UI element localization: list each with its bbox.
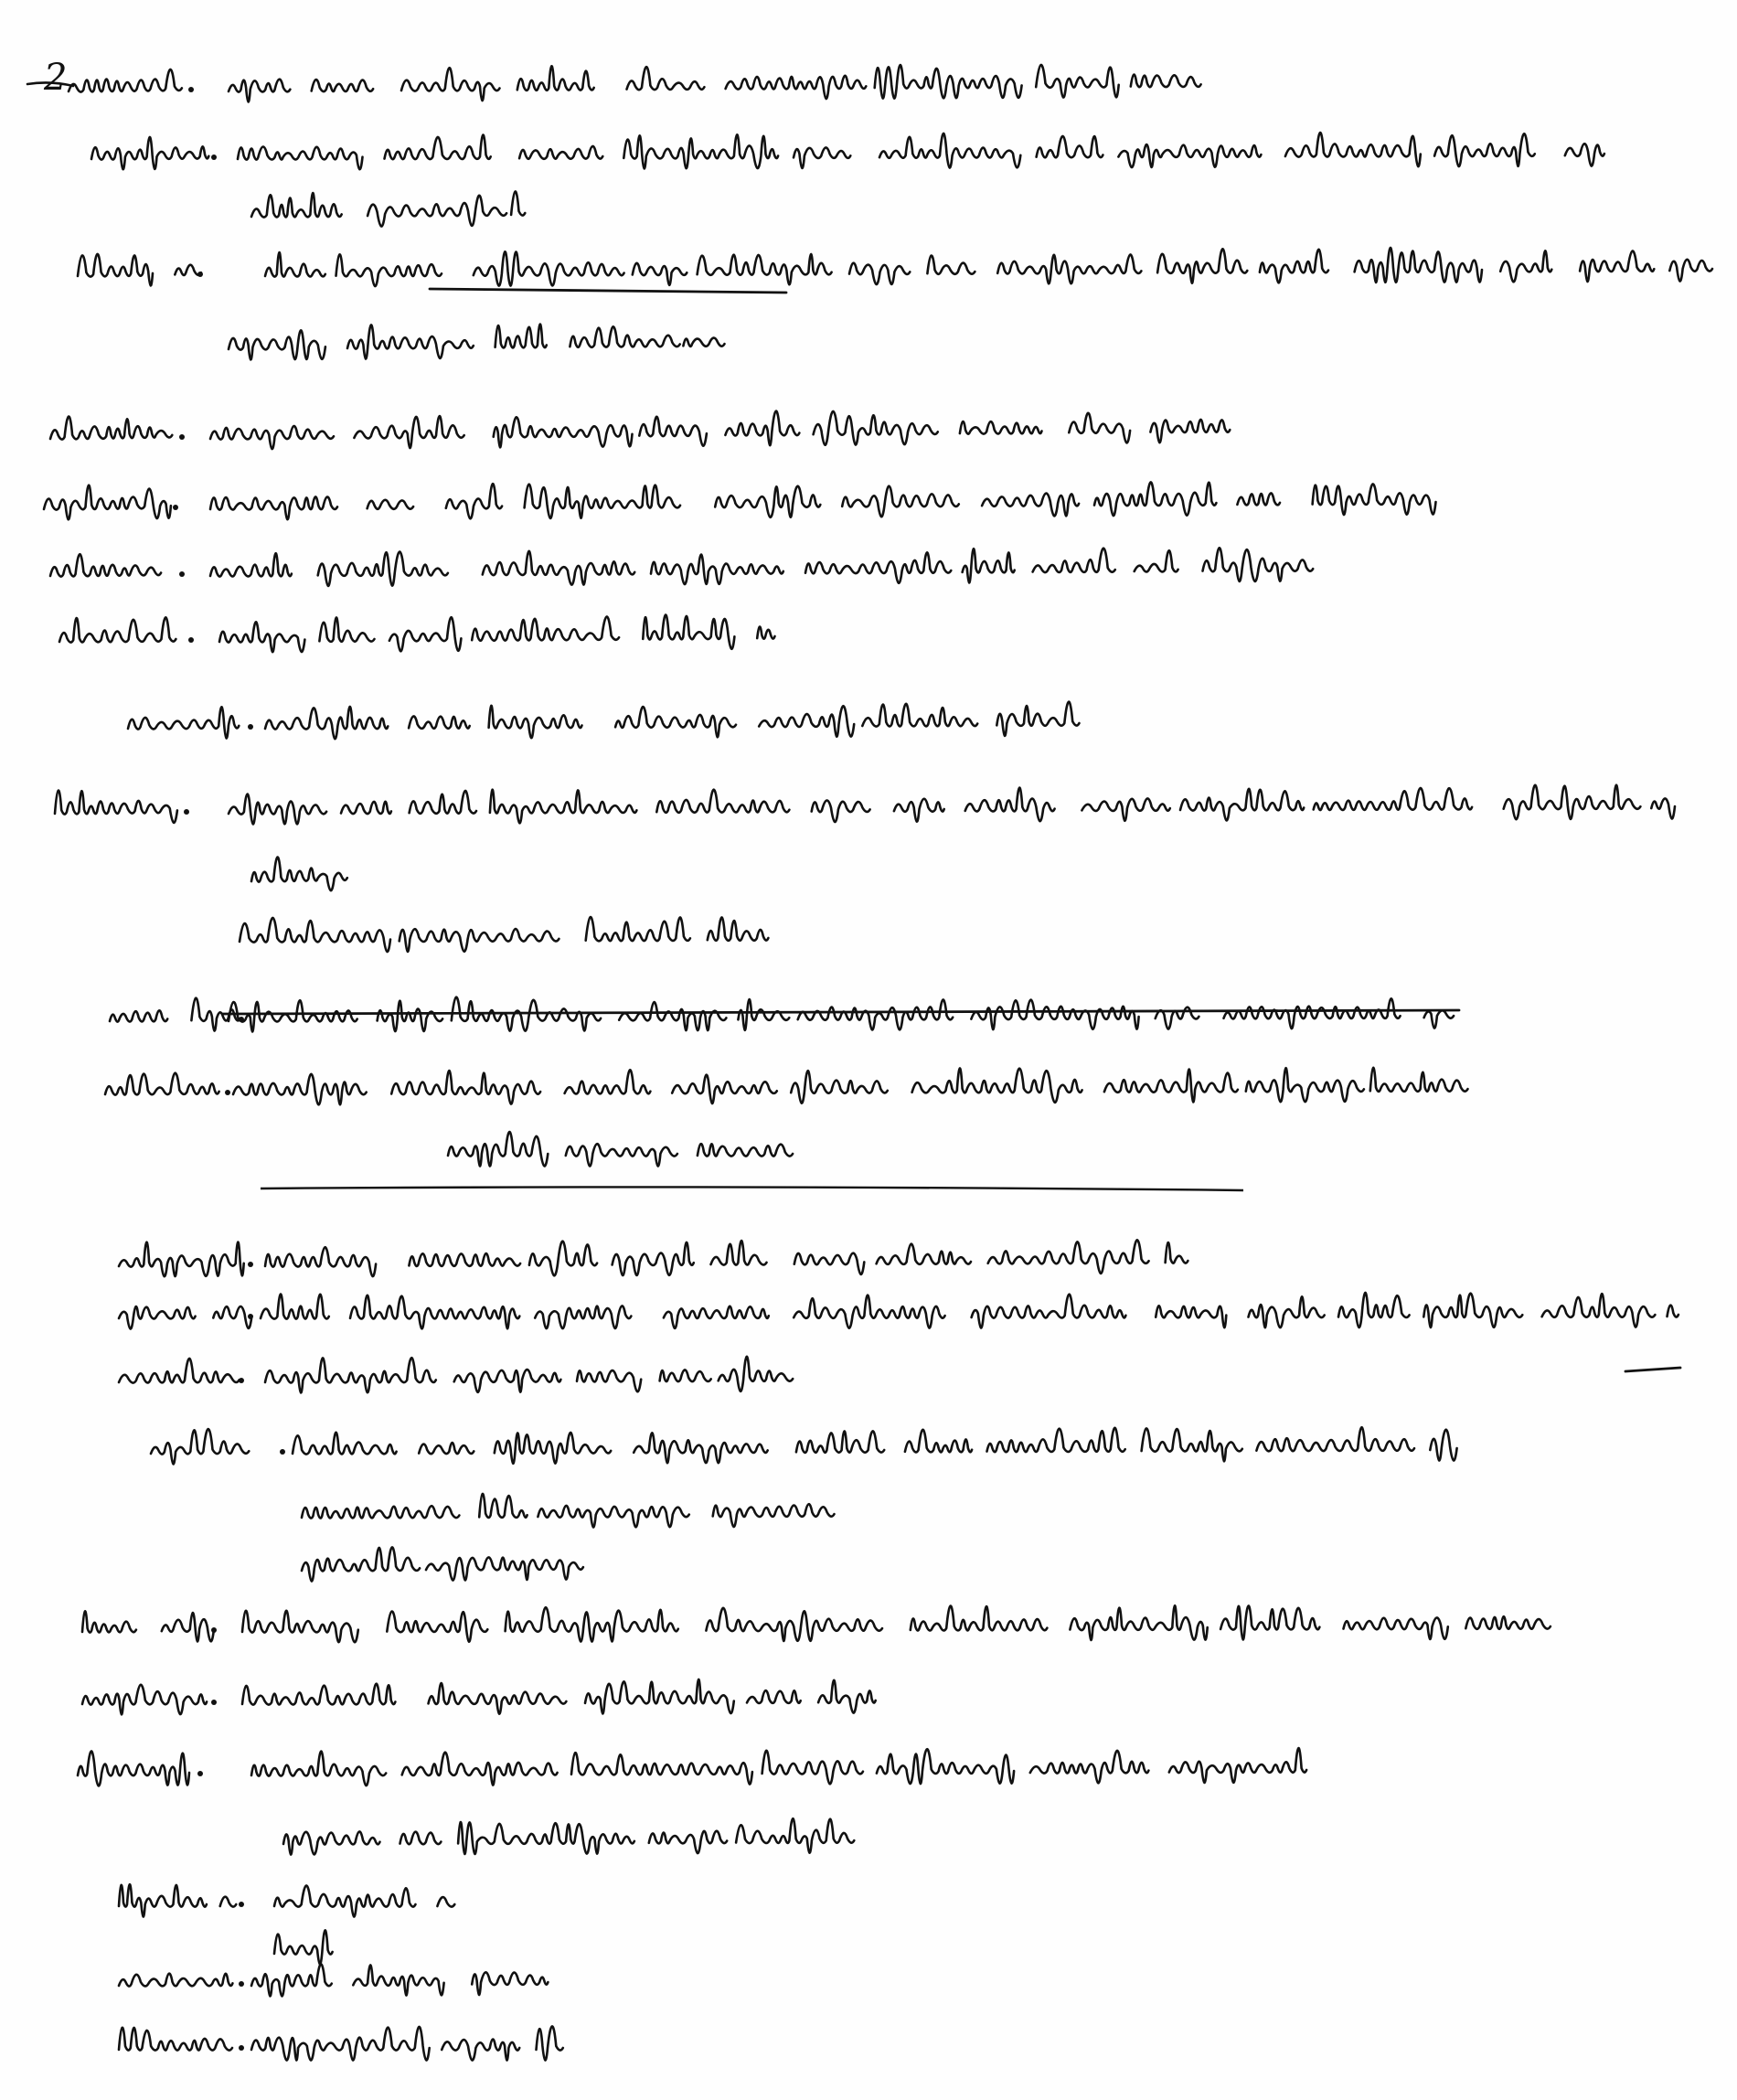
line-9-speaker-dot bbox=[188, 637, 194, 643]
line-25-text bbox=[251, 1748, 1306, 1786]
line-17-text bbox=[265, 1240, 1188, 1276]
line-18-speaker-dot bbox=[248, 1314, 253, 1319]
line-19-text bbox=[265, 1357, 793, 1393]
line-9-text bbox=[219, 615, 775, 653]
line-20-text bbox=[293, 1427, 1457, 1464]
line-10-text bbox=[265, 702, 1080, 740]
line-19-speaker-dot bbox=[239, 1378, 244, 1383]
line-5-text bbox=[229, 325, 725, 360]
line-4-speaker-dot bbox=[197, 272, 203, 277]
line-25-speaker bbox=[78, 1751, 189, 1786]
line-14-speaker bbox=[110, 998, 240, 1031]
line-9-speaker bbox=[59, 617, 176, 642]
line-1-text bbox=[229, 65, 1201, 101]
line-17-speaker-dot bbox=[248, 1262, 253, 1267]
line-17-speaker bbox=[119, 1242, 244, 1277]
line-4-speaker bbox=[78, 254, 201, 286]
line-15-speaker bbox=[105, 1073, 219, 1095]
line-12-text bbox=[251, 858, 347, 891]
correction-strike-2 bbox=[1625, 1368, 1680, 1371]
line-7-text bbox=[210, 482, 1436, 519]
line-22-text bbox=[302, 1547, 583, 1581]
line-27-speaker-dot bbox=[239, 1902, 244, 1907]
line-11-text bbox=[229, 785, 1675, 825]
line-18-text bbox=[261, 1293, 1678, 1328]
line-8-text bbox=[210, 548, 1313, 586]
line-2-text bbox=[238, 133, 1604, 169]
line-21-text bbox=[302, 1494, 835, 1528]
line-20-speaker bbox=[151, 1429, 249, 1464]
line-15-text bbox=[233, 1068, 1468, 1104]
line-2-speaker-dot bbox=[211, 155, 217, 160]
line-10-speaker-dot bbox=[248, 724, 253, 730]
line-10-speaker bbox=[128, 707, 239, 738]
line-7-speaker-dot bbox=[173, 505, 178, 510]
line-16-text bbox=[448, 1132, 793, 1166]
line-1-speaker-dot bbox=[188, 87, 194, 92]
line-30-speaker-dot bbox=[239, 2045, 244, 2051]
line-29-text bbox=[251, 1964, 548, 1996]
line-6-text bbox=[210, 411, 1230, 450]
line-24-speaker bbox=[82, 1685, 207, 1715]
line-11-speaker-dot bbox=[184, 809, 189, 815]
section-divider bbox=[261, 1187, 1243, 1190]
line-2-speaker bbox=[91, 137, 208, 169]
line-30-text bbox=[251, 2026, 563, 2060]
correction-strike-1 bbox=[430, 289, 786, 293]
line-6-speaker-dot bbox=[179, 434, 185, 440]
line-26-text bbox=[283, 1818, 854, 1854]
line-24-speaker-dot bbox=[211, 1700, 217, 1705]
line-8-speaker-dot bbox=[179, 571, 185, 577]
line-15-speaker-dot bbox=[225, 1090, 230, 1095]
line-3-text bbox=[251, 191, 525, 226]
line-18-speaker bbox=[119, 1306, 251, 1329]
line-23-speaker-dot bbox=[211, 1627, 217, 1633]
line-7-speaker bbox=[44, 485, 171, 520]
line-13-text bbox=[240, 917, 768, 952]
line-25-speaker-dot bbox=[197, 1771, 203, 1776]
line-19-speaker bbox=[119, 1359, 240, 1383]
line-27-text bbox=[274, 1885, 454, 1916]
line-6-speaker bbox=[50, 417, 172, 440]
line-1-speaker bbox=[69, 69, 182, 92]
line-27-speaker bbox=[119, 1884, 236, 1916]
line-29-speaker bbox=[119, 1974, 232, 1987]
line-11-speaker bbox=[55, 791, 177, 823]
line-23-speaker bbox=[82, 1611, 214, 1641]
page-number: 2 bbox=[44, 57, 68, 99]
line-30-speaker bbox=[119, 2028, 232, 2051]
line-29-speaker-dot bbox=[239, 1981, 244, 1987]
line-23-text bbox=[242, 1605, 1551, 1642]
page-number-underline bbox=[27, 82, 73, 86]
line-4-text bbox=[265, 248, 1712, 286]
line-24-text bbox=[242, 1679, 876, 1714]
line-20-speaker-dot bbox=[280, 1449, 285, 1455]
line-28-text bbox=[274, 1930, 333, 1964]
line-8-speaker bbox=[50, 554, 161, 576]
line-14-strikethrough bbox=[223, 1010, 1459, 1014]
